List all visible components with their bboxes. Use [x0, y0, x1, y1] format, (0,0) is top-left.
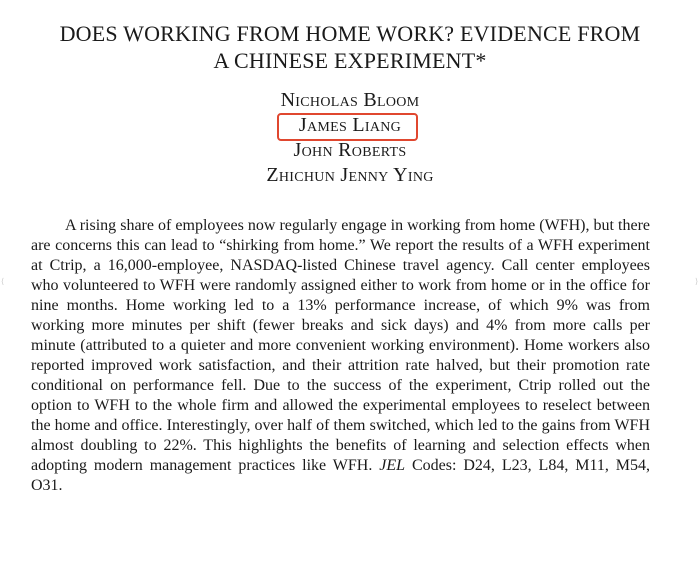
- left-page-edge-mark: ⟨: [1, 277, 5, 286]
- author-name-text: James Liang: [298, 114, 402, 136]
- author-name: John Roberts: [293, 139, 407, 161]
- right-page-edge-mark: ⟩: [695, 277, 699, 286]
- paper-title-line-2: A CHINESE EXPERIMENT*: [213, 48, 487, 73]
- abstract: [31, 216, 650, 496]
- author-name: Zhichun Jenny Ying: [266, 164, 434, 186]
- author-name-highlighted: [0, 113, 700, 138]
- paper-title: [0, 20, 700, 74]
- abstract-text: A rising share of employees now regularly engage in working from home (WFH), but there are concerns this can lead to “shirking from home.” We report the results of a WFH experiment at Ctrip, a 16,000-employee, NASDAQ-listed Chinese travel agency. Call center employees who volunteered to WFH were randomly assigned either to work from home or in the office for nine months. Home working led to a 13% performance increase, of which 9% was from working more minutes per shift (fewer breaks and sick days) and 4% from more calls per minute (attributed to a quieter and more convenient working environment). Home workers also reported improved work satisfaction, and their attrition rate halved, but their promotion rate conditional on performance fell. Due to the success of the experiment, Ctrip rolled out the option to WFH to the whole firm and allowed the experimental employees to reselect between the home and office. Interestingly, over half of them switched, which led to the gains from WFH almost doubling to 22%. This highlights the benefits of learning and selection effects when adopting modern management practices like WFH.: [31, 217, 650, 474]
- author-list: [0, 88, 700, 188]
- jel-label: JEL: [379, 457, 406, 474]
- highlight-box: [277, 113, 418, 141]
- jel-codes: Codes: D24, L23, L84, M11, M54, O31.: [31, 457, 651, 494]
- author-name: Nicholas Bloom: [280, 89, 420, 111]
- paper-title-line-1: DOES WORKING FROM HOME WORK? EVIDENCE FROM: [59, 21, 641, 46]
